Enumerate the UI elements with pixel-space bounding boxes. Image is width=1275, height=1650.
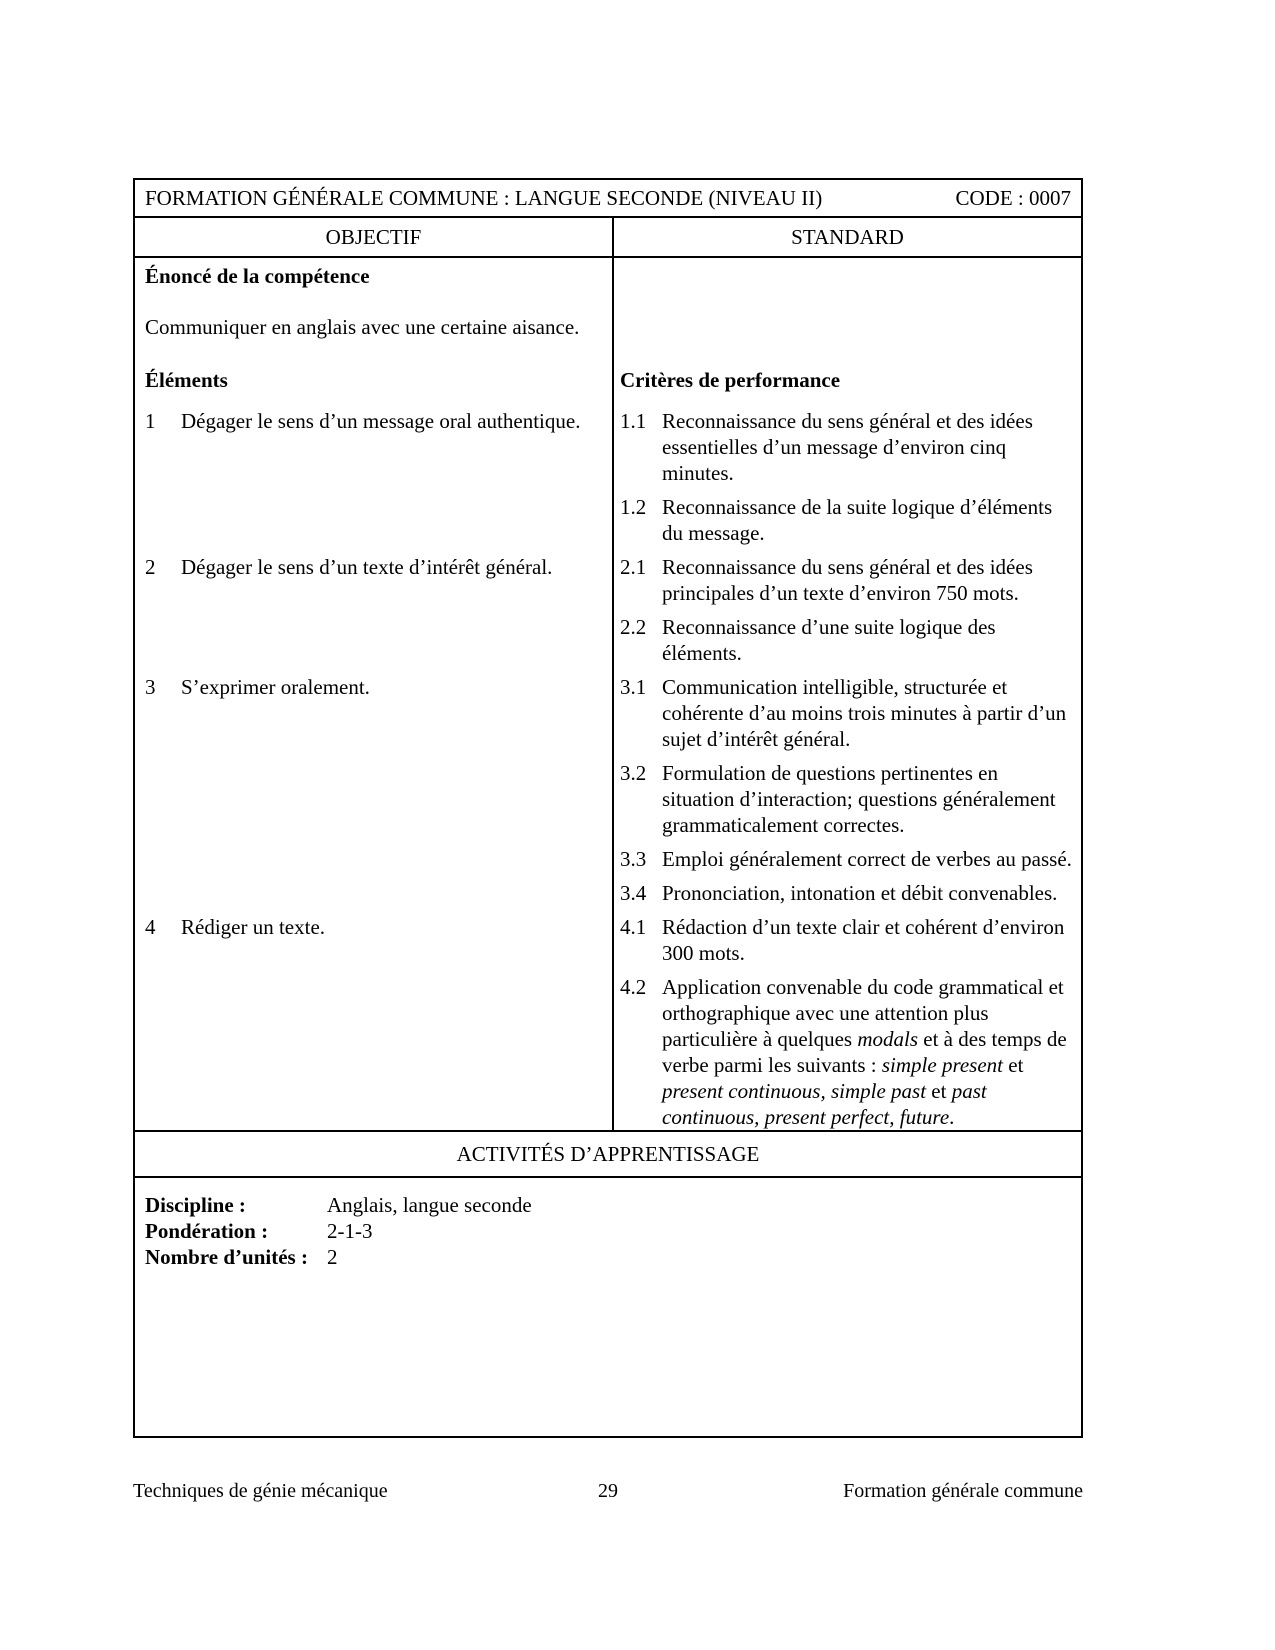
- criterion-number: 3.2: [620, 761, 647, 785]
- criterion-item: [620, 966, 1073, 1130]
- criterion-number: 2.1: [620, 555, 647, 579]
- element-number: 2: [145, 555, 156, 579]
- element-text: Dégager le sens d’un texte d’intérêt général.: [181, 555, 553, 579]
- intro-right-cell: [614, 258, 1081, 358]
- detail-value: 2: [327, 1245, 338, 1269]
- standard-header: STANDARD: [791, 225, 904, 249]
- elements-heading-cell: [135, 358, 614, 400]
- criterion-text: Emploi généralement correct de verbes au passé.: [662, 847, 1072, 871]
- criterion-text-segment: simple present: [881, 1053, 1003, 1077]
- element-item: [145, 906, 602, 940]
- criterion-text: Reconnaissance d’une suite logique des éléments.: [662, 615, 996, 665]
- element-row-4: [135, 906, 1081, 1130]
- table-content: [135, 258, 1081, 1130]
- footer-right-text: Formation générale commune: [843, 1480, 1084, 1502]
- criterion-text: Prononciation, intonation et débit convenables.: [662, 881, 1058, 905]
- element-cell: [135, 400, 614, 546]
- detail-value: Anglais, langue seconde: [327, 1193, 532, 1217]
- criterion-item: [620, 486, 1073, 546]
- details-section: [135, 1178, 1081, 1436]
- detail-label: Pondération :: [145, 1219, 269, 1243]
- criterion-text: Reconnaissance du sens général et des idées principales d’un texte d’environ 750 mots.: [662, 555, 1033, 605]
- criterion-number: 4.2: [620, 975, 647, 999]
- enonce-text: Communiquer en anglais avec une certaine aisance.: [145, 315, 580, 339]
- criterion-number: 1.1: [620, 409, 647, 433]
- footer-left-text: Techniques de génie mécanique: [133, 1480, 388, 1502]
- criterion-item: [620, 872, 1073, 906]
- criterion-number: 3.4: [620, 881, 647, 905]
- detail-line-discipline: [145, 1192, 1071, 1218]
- criterion-text-segment: et: [926, 1079, 952, 1103]
- element-number: 4: [145, 915, 156, 939]
- criteria-cell: [614, 400, 1081, 546]
- criterion-number: 3.3: [620, 847, 647, 871]
- element-cell: [135, 906, 614, 1130]
- criterion-item: [620, 400, 1073, 486]
- element-text: Dégager le sens d’un message oral authentique.: [181, 409, 581, 433]
- document-table: [133, 178, 1083, 1438]
- element-text: S’exprimer oralement.: [181, 675, 370, 699]
- criterion-item: [620, 906, 1073, 966]
- criterion-text-segment: Application convenable du code grammatical et orthographique avec une attention plus particulière à quelques: [662, 975, 1064, 1051]
- criterion-text: Reconnaissance de la suite logique d’éléments du message.: [662, 495, 1053, 545]
- criterion-number: 2.2: [620, 615, 647, 639]
- intro-row: [135, 258, 1081, 358]
- element-cell: [135, 546, 614, 666]
- criterion-text-segment: et à des temps de verbe parmi les suivants :: [662, 1027, 1067, 1077]
- criteria-cell: [614, 906, 1081, 1130]
- criterion-text: Rédaction d’un texte clair et cohérent d’environ 300 mots.: [662, 915, 1065, 965]
- criterion-number: 1.2: [620, 495, 647, 519]
- doc-title: FORMATION GÉNÉRALE COMMUNE : LANGUE SECONDE (NIVEAU II): [145, 186, 823, 210]
- detail-value: 2-1-3: [327, 1219, 373, 1243]
- criterion-item: [620, 666, 1073, 752]
- criteres-heading-cell: [614, 358, 1081, 400]
- detail-label: Discipline :: [145, 1193, 246, 1217]
- criterion-item: [620, 752, 1073, 838]
- element-row-3: [135, 666, 1081, 906]
- criterion-text-segment: modals: [857, 1027, 919, 1051]
- criterion-text: Communication intelligible, structurée et cohérente d’au moins trois minutes à partir d’un sujet d’intérêt général.: [662, 675, 1067, 751]
- enonce-heading: Énoncé de la compétence: [145, 264, 370, 288]
- element-row-1: [135, 400, 1081, 546]
- column-headers-row: [135, 218, 1081, 258]
- element-row-2: [135, 546, 1081, 666]
- elements-heading: Éléments: [145, 368, 228, 392]
- activities-heading: ACTIVITÉS D’APPRENTISSAGE: [135, 1130, 1081, 1178]
- element-number: 1: [145, 409, 156, 433]
- headings-row: [135, 358, 1081, 400]
- objectif-header: OBJECTIF: [135, 218, 614, 256]
- criteres-heading: Critères de performance: [620, 368, 841, 392]
- detail-label: Nombre d’unités :: [145, 1245, 308, 1269]
- page-footer: [133, 1478, 1083, 1504]
- criterion-item: [620, 838, 1073, 872]
- criterion-text-segment: past continuous, present perfect, future: [662, 1079, 987, 1129]
- element-cell: [135, 666, 614, 906]
- page-number: 29: [598, 1480, 618, 1502]
- intro-left-cell: [135, 258, 614, 358]
- criterion-text-segment: .: [949, 1105, 955, 1129]
- doc-code: CODE : 0007: [955, 186, 1071, 210]
- criteria-cell: [614, 546, 1081, 666]
- criterion-text-segment: et: [1003, 1053, 1024, 1077]
- element-item: [145, 666, 602, 700]
- table-header-row: [135, 180, 1081, 218]
- criterion-text: [662, 974, 1073, 1130]
- detail-line-unites: [145, 1244, 1071, 1270]
- criterion-text: Formulation de questions pertinentes en situation d’interaction; questions généralement grammaticalement correctes.: [662, 761, 1056, 837]
- criterion-number: 4.1: [620, 915, 647, 939]
- criterion-item: [620, 546, 1073, 606]
- criteria-cell: [614, 666, 1081, 906]
- element-text: Rédiger un texte.: [181, 915, 326, 939]
- criterion-number: 3.1: [620, 675, 647, 699]
- criterion-item: [620, 606, 1073, 666]
- criterion-text-segment: present continuous, simple past: [662, 1079, 927, 1103]
- element-item: [145, 400, 602, 434]
- element-item: [145, 546, 602, 580]
- element-number: 3: [145, 675, 156, 699]
- criterion-text: Reconnaissance du sens général et des idées essentielles d’un message d’environ cinq minutes.: [662, 409, 1033, 485]
- detail-line-ponderation: [145, 1218, 1071, 1244]
